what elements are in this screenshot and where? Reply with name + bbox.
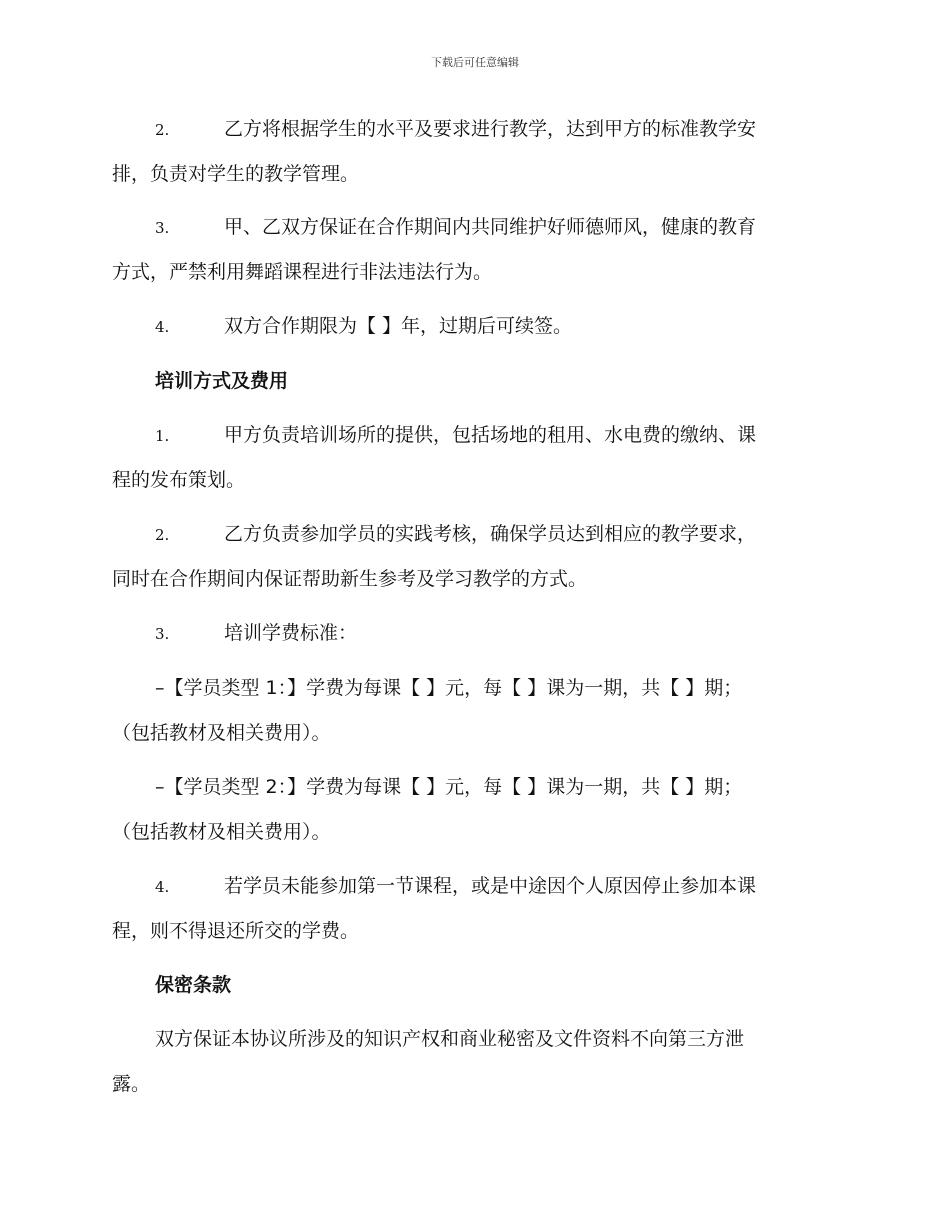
item-number: 2. xyxy=(155,121,170,139)
item-number: 4. xyxy=(155,878,170,896)
paragraph-line: 露。 xyxy=(112,1073,151,1095)
paragraph-line: 甲、乙双方保证在合作期间内共同维护好师德师风，健康的教育 xyxy=(224,216,757,238)
paragraph-line: 双方合作期限为【 】年，过期后可续签。 xyxy=(224,315,573,337)
paragraph-line: 程的发布策划。 xyxy=(112,469,246,491)
fee-line: （包括教材及相关费用）。 xyxy=(112,821,331,843)
item-number: 3. xyxy=(155,219,170,237)
paragraph-line: 方式，严禁利用舞蹈课程进行非法违法行为。 xyxy=(112,261,493,283)
fee-line: （包括教材及相关费用）。 xyxy=(112,722,331,744)
item-number: 2. xyxy=(155,526,170,544)
fee-line: –【学员类型 2：】学费为每课【 】元，每【 】课为一期，共【 】期； xyxy=(155,776,743,798)
paragraph-line: 甲方负责培训场所的提供，包括场地的租用、水电费的缴纳、课 xyxy=(224,424,757,446)
paragraph-line: 同时在合作期间内保证帮助新生参考及学习教学的方式。 xyxy=(112,568,588,590)
paragraph-line: 乙方将根据学生的水平及要求进行教学，达到甲方的标准教学安 xyxy=(224,118,757,140)
page-header: 下载后可任意编辑 xyxy=(431,56,519,69)
item-number: 4. xyxy=(155,318,170,336)
item-number: 1. xyxy=(155,427,170,445)
paragraph-line: 双方保证本协议所涉及的知识产权和商业秘密及文件资料不向第三方泄 xyxy=(155,1028,745,1050)
paragraph-line: 若学员未能参加第一节课程，或是中途因个人原因停止参加本课 xyxy=(224,875,757,897)
item-number: 3. xyxy=(155,625,170,643)
paragraph-line: 乙方负责参加学员的实践考核，确保学员达到相应的教学要求， xyxy=(224,523,757,545)
section-heading: 保密条款 xyxy=(155,974,232,996)
fee-line: –【学员类型 1：】学费为每课【 】元，每【 】课为一期，共【 】期； xyxy=(155,677,743,699)
paragraph-line: 程，则不得退还所交的学费。 xyxy=(112,920,360,942)
paragraph-line: 排，负责对学生的教学管理。 xyxy=(112,163,360,185)
section-heading: 培训方式及费用 xyxy=(155,370,289,392)
paragraph-line: 培训学费标准： xyxy=(224,622,358,644)
